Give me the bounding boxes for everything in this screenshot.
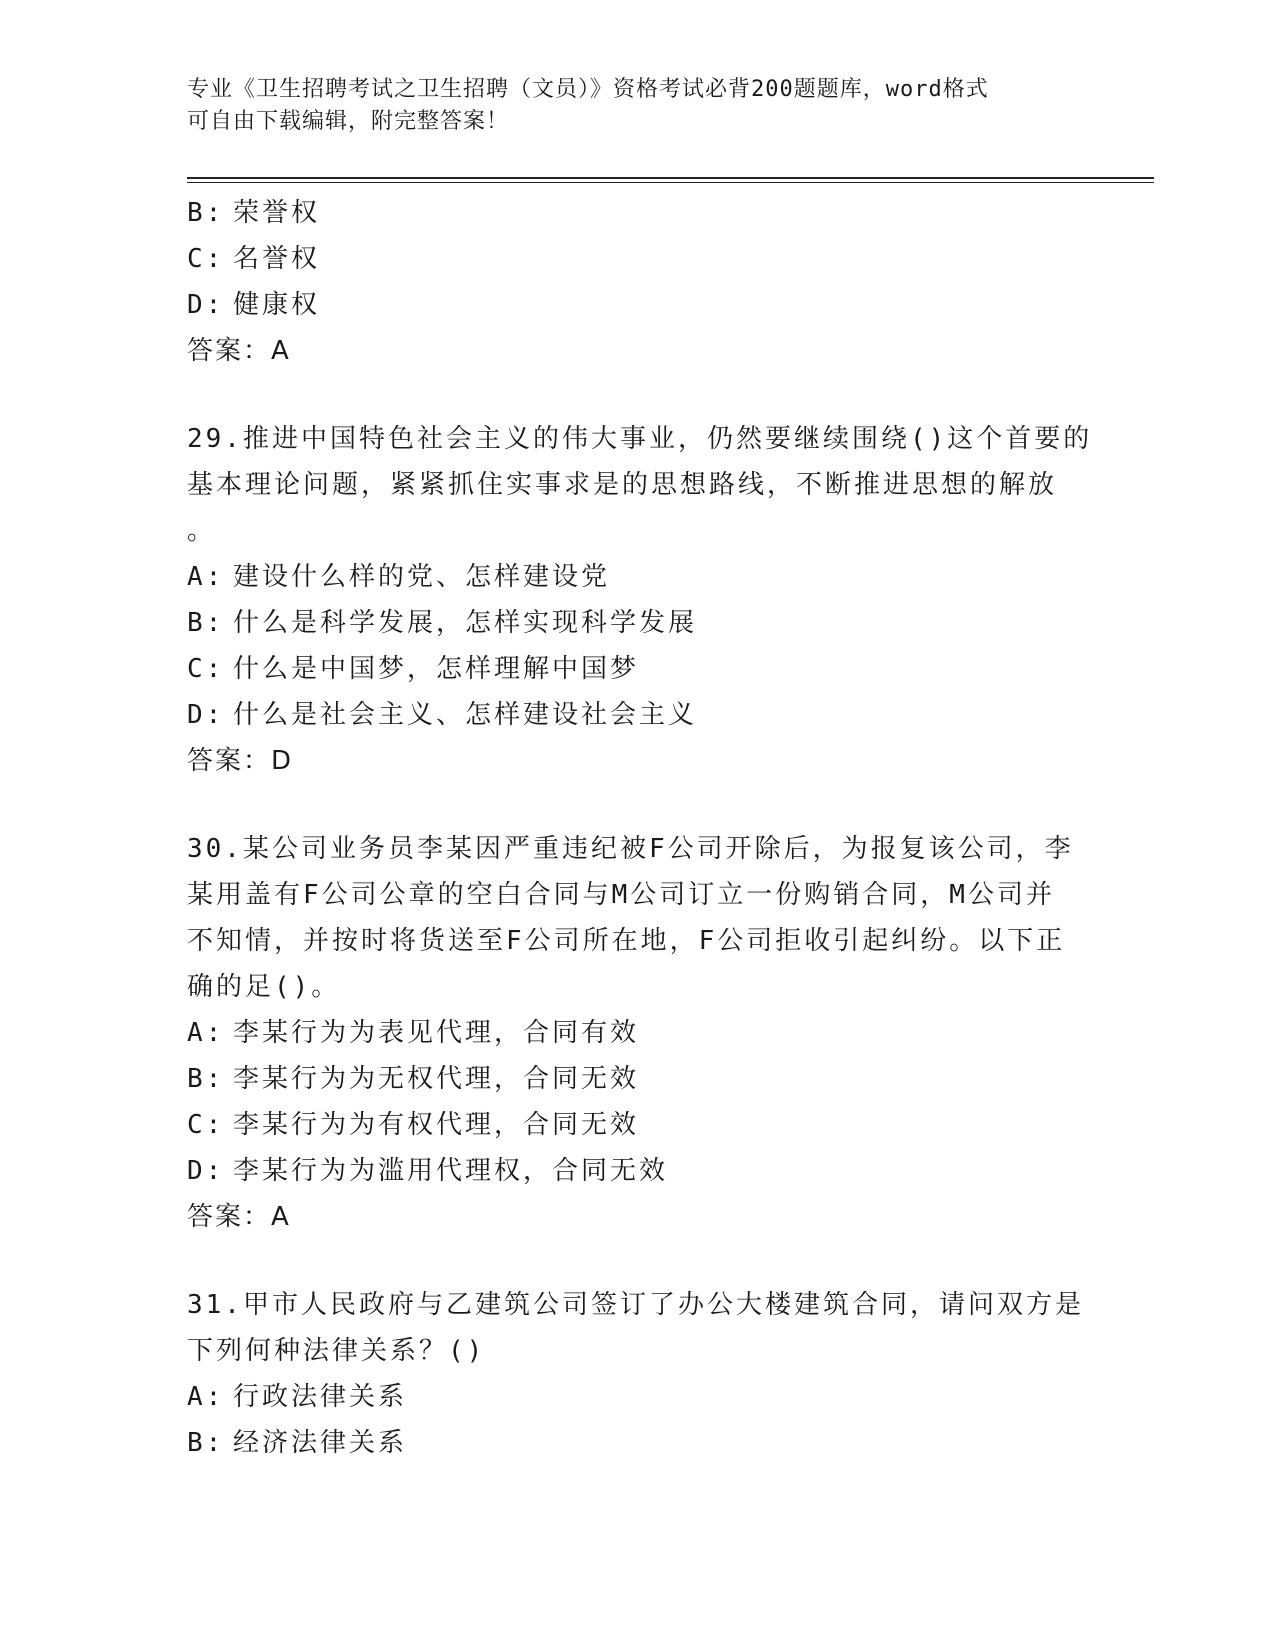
option-text: 行政法律关系 xyxy=(233,1382,408,1412)
option-text: 建设什么样的党、怎样建设党 xyxy=(233,562,611,592)
spacer xyxy=(187,784,1107,826)
q28-option-c xyxy=(187,236,1107,282)
header-divider-thick xyxy=(187,177,1154,179)
q30-option-c xyxy=(187,1102,1107,1148)
option-text: 李某行为为滥用代理权，合同无效 xyxy=(233,1156,669,1186)
q30-stem-line-2: 某用盖有F公司公章的空白合同与M公司订立一份购销合同，M公司并 xyxy=(187,880,1055,910)
option-key: D: xyxy=(187,1156,225,1186)
q30-stem-line-3: 不知情，并按时将货送至F公司所在地，F公司拒收引起纠纷。以下正 xyxy=(187,926,1066,956)
question-content xyxy=(187,190,1107,1466)
option-key: B: xyxy=(187,1064,225,1094)
header-divider-thin xyxy=(187,182,1154,183)
q30-stem-line-4: 确的足()。 xyxy=(187,972,341,1002)
spacer xyxy=(187,374,1107,416)
option-key: D: xyxy=(187,290,225,320)
option-key: D: xyxy=(187,700,225,730)
option-key: A: xyxy=(187,1382,225,1412)
option-key: B: xyxy=(187,198,225,228)
q30-option-d xyxy=(187,1148,1107,1194)
header-line-2: 可自由下载编辑，附完整答案！ xyxy=(187,109,510,134)
option-text: 健康权 xyxy=(233,290,321,320)
option-key: C: xyxy=(187,1110,225,1140)
option-key: C: xyxy=(187,654,225,684)
q30-option-a xyxy=(187,1010,1107,1056)
option-text: 李某行为为表见代理，合同有效 xyxy=(233,1018,640,1048)
q30-stem-line-1: 30.某公司业务员李某因严重违纪被F公司开除后，为报复该公司，李 xyxy=(187,834,1074,864)
document-header xyxy=(187,74,1087,138)
q29-option-b xyxy=(187,600,1107,646)
q28-option-d xyxy=(187,282,1107,328)
option-text: 经济法律关系 xyxy=(233,1428,408,1458)
q31-stem-line-2: 下列何种法律关系？() xyxy=(187,1336,486,1366)
q31-option-b xyxy=(187,1420,1107,1466)
option-key: C: xyxy=(187,244,225,274)
option-key: B: xyxy=(187,1428,225,1458)
q30-answer: 答案：A xyxy=(187,1202,291,1232)
q29-option-c xyxy=(187,646,1107,692)
option-key: A: xyxy=(187,562,225,592)
q28-answer: 答案：A xyxy=(187,336,291,366)
q29-option-d xyxy=(187,692,1107,738)
option-key: B: xyxy=(187,608,225,638)
option-text: 李某行为为有权代理，合同无效 xyxy=(233,1110,640,1140)
spacer xyxy=(187,1240,1107,1282)
q31-stem-line-1: 31.甲市人民政府与乙建筑公司签订了办公大楼建筑合同，请问双方是 xyxy=(187,1290,1084,1320)
option-text: 李某行为为无权代理，合同无效 xyxy=(233,1064,640,1094)
q29-answer: 答案：D xyxy=(187,746,294,776)
option-text: 荣誉权 xyxy=(233,198,321,228)
q28-option-b xyxy=(187,190,1107,236)
q29-stem-line-2: 基本理论问题，紧紧抓住实事求是的思想路线，不断推进思想的解放 xyxy=(187,470,1058,500)
option-text: 名誉权 xyxy=(233,244,321,274)
q29-stem-line-3: 。 xyxy=(187,516,217,546)
q29-option-a xyxy=(187,554,1107,600)
header-line-1: 专业《卫生招聘考试之卫生招聘（文员）》资格考试必背200题题库，word格式 xyxy=(187,77,989,102)
q31-option-a xyxy=(187,1374,1107,1420)
option-text: 什么是社会主义、怎样建设社会主义 xyxy=(233,700,698,730)
q29-stem-line-1: 29.推进中国特色社会主义的伟大事业，仍然要继续围绕()这个首要的 xyxy=(187,424,1093,454)
option-text: 什么是中国梦，怎样理解中国梦 xyxy=(233,654,640,684)
q30-option-b xyxy=(187,1056,1107,1102)
option-text: 什么是科学发展，怎样实现科学发展 xyxy=(233,608,698,638)
option-key: A: xyxy=(187,1018,225,1048)
